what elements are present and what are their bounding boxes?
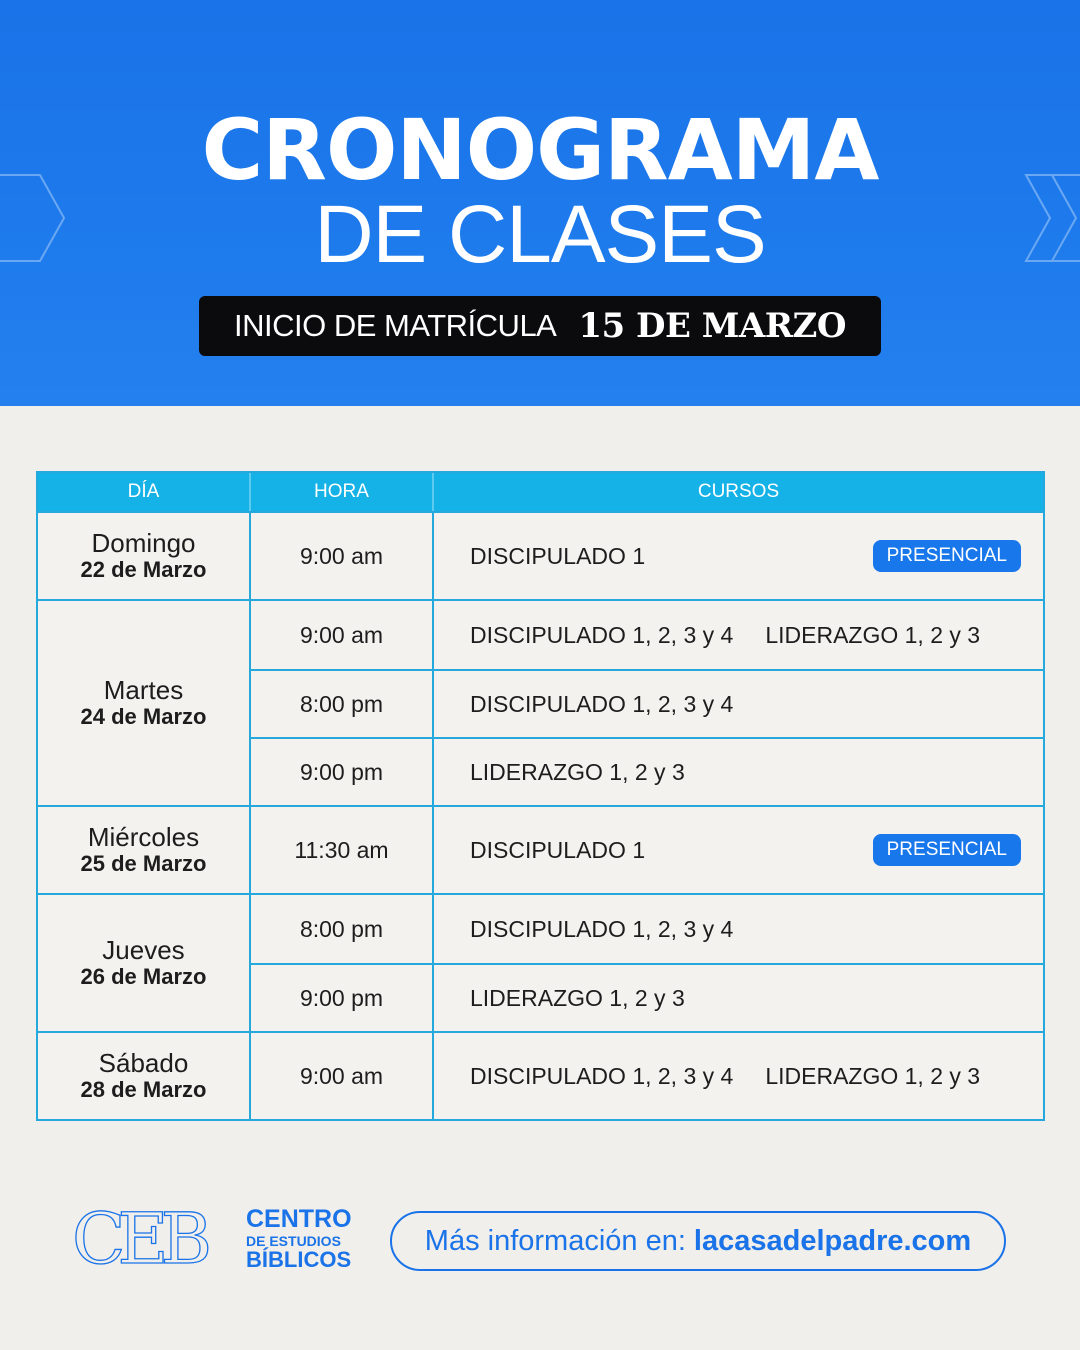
day-name: Domingo xyxy=(91,528,196,558)
website-link[interactable]: lacasadelpadre.com xyxy=(693,1224,972,1257)
course-name: LIDERAZGO 1, 2 y 3 xyxy=(765,621,981,648)
day-cell xyxy=(38,895,251,1031)
time-cell: 9:00 am xyxy=(251,513,434,599)
day-group xyxy=(38,1031,1043,1119)
day-name: Miércoles xyxy=(87,822,200,852)
table-row xyxy=(251,601,1043,669)
day-group xyxy=(38,805,1043,893)
day-group xyxy=(38,893,1043,1031)
course-name: DISCIPULADO 1 xyxy=(470,836,646,863)
course-name: LIDERAZGO 1, 2 y 3 xyxy=(765,1062,981,1089)
column-header-courses: CURSOS xyxy=(697,481,780,502)
more-info-pill[interactable] xyxy=(390,1211,1006,1271)
logo-text xyxy=(246,1207,352,1271)
day-date: 24 de Marzo xyxy=(80,704,207,729)
day-date: 28 de Marzo xyxy=(80,1077,207,1102)
course-name: DISCIPULADO 1, 2, 3 y 4 xyxy=(470,1062,734,1089)
schedule-table xyxy=(36,471,1045,1121)
day-date: 22 de Marzo xyxy=(80,557,207,582)
day-date: 26 de Marzo xyxy=(80,964,207,989)
day-date: 25 de Marzo xyxy=(80,851,207,876)
page-subtitle: DE CLASES xyxy=(314,189,766,280)
course-cell xyxy=(434,671,1043,737)
ceb-logo xyxy=(72,1198,372,1280)
course-name: DISCIPULADO 1, 2, 3 y 4 xyxy=(470,690,734,717)
day-cell xyxy=(38,513,251,599)
time-cell: 8:00 pm xyxy=(251,671,434,737)
day-cell xyxy=(38,1033,251,1119)
day-name: Martes xyxy=(103,675,184,705)
info-label: Más información en: xyxy=(424,1224,686,1257)
time-cell: 9:00 pm xyxy=(251,965,434,1031)
column-header-time: HORA xyxy=(251,473,434,511)
course-cell xyxy=(434,1033,1043,1119)
course-name: DISCIPULADO 1 xyxy=(470,542,646,569)
day-group xyxy=(38,511,1043,599)
day-name: Sábado xyxy=(98,1048,189,1078)
time-cell: 9:00 pm xyxy=(251,739,434,805)
course-cell xyxy=(434,739,1043,805)
table-row xyxy=(251,669,1043,737)
day-name: Jueves xyxy=(102,935,185,965)
course-name: LIDERAZGO 1, 2 y 3 xyxy=(470,984,685,1011)
course-name: DISCIPULADO 1, 2, 3 y 4 xyxy=(470,621,734,648)
day-cell xyxy=(38,601,251,805)
day-group xyxy=(38,599,1043,805)
table-row xyxy=(251,807,1043,893)
course-cell xyxy=(434,895,1043,963)
enrollment-label: INICIO DE MATRÍCULA xyxy=(234,308,557,343)
page-title: CRONOGRAMA xyxy=(201,101,879,199)
course-cell xyxy=(434,807,1043,893)
table-row xyxy=(251,737,1043,805)
logo-mark: CEB xyxy=(72,1198,205,1280)
course-cell xyxy=(434,601,1043,669)
time-cell: 9:00 am xyxy=(251,1033,434,1119)
table-row xyxy=(251,1033,1043,1119)
table-row xyxy=(251,895,1043,963)
enrollment-banner xyxy=(199,296,881,356)
header-banner xyxy=(0,0,1080,406)
logo-line: CENTRO xyxy=(246,1205,352,1233)
time-cell: 11:30 am xyxy=(251,807,434,893)
day-cell xyxy=(38,807,251,893)
course-name: DISCIPULADO 1, 2, 3 y 4 xyxy=(470,915,734,942)
logo-line: BÍBLICOS xyxy=(246,1247,352,1272)
logo-line: DE ESTUDIOS xyxy=(246,1233,341,1249)
time-cell: 8:00 pm xyxy=(251,895,434,963)
course-cell xyxy=(434,513,1043,599)
table-row xyxy=(251,513,1043,599)
time-cell: 9:00 am xyxy=(251,601,434,669)
presencial-badge: PRESENCIAL xyxy=(873,540,1021,572)
course-name: LIDERAZGO 1, 2 y 3 xyxy=(470,758,685,785)
presencial-badge: PRESENCIAL xyxy=(873,834,1021,866)
enrollment-date: 15 DE MARZO xyxy=(578,306,846,346)
column-header-day: DÍA xyxy=(38,473,251,511)
course-cell xyxy=(434,965,1043,1031)
table-header xyxy=(38,473,1043,511)
table-row xyxy=(251,963,1043,1031)
